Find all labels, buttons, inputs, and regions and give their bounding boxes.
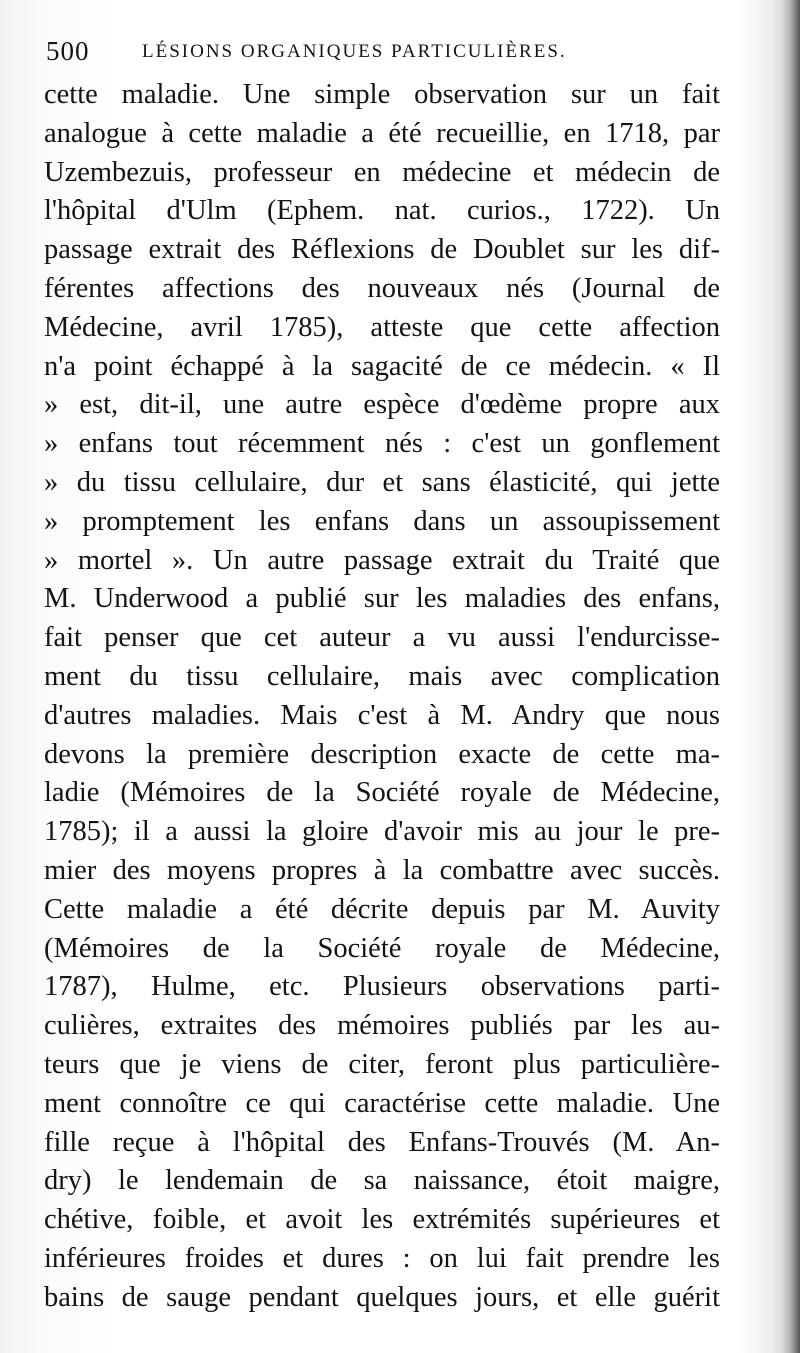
page-number: 500 xyxy=(46,36,90,66)
text-line: chétive, foible, et avoit les extrémités supérieures et xyxy=(44,1204,720,1236)
text-line: M. Underwood a publié sur les maladies des enfans, xyxy=(44,583,720,615)
text-line: inférieures froides et dures : on lui fait prendre les xyxy=(44,1242,720,1274)
text-line: 1785); il a aussi la gloire d'avoir mis au jour le pre- xyxy=(44,816,720,848)
text-line: culières, extraites des mémoires publiés par les au- xyxy=(44,1010,720,1042)
text-line: ment du tissu cellulaire, mais avec complication xyxy=(44,660,720,692)
body-text xyxy=(44,76,720,1318)
text-line: » promptement les enfans dans un assoupissement xyxy=(44,505,720,537)
text-line: passage extrait des Réflexions de Doublet sur les dif- xyxy=(44,234,720,266)
running-head: LÉSIONS ORGANIQUES PARTICULIÈRES. xyxy=(142,41,567,62)
text-line: ladie (Mémoires de la Société royale de Médecine, xyxy=(44,777,720,809)
text-line: » est, dit-il, une autre espèce d'œdème propre aux xyxy=(44,389,720,421)
text-line: l'hôpital d'Ulm (Ephem. nat. curios., 1722). Un xyxy=(44,195,720,227)
text-line: » mortel ». Un autre passage extrait du Traité que xyxy=(44,544,720,576)
text-line: 1787), Hulme, etc. Plusieurs observations parti- xyxy=(44,971,720,1003)
text-line: cette maladie. Une simple observation sur un fait xyxy=(44,79,720,110)
text-line: mier des moyens propres à la combattre avec succès. xyxy=(44,854,720,886)
text-line: Médecine, avril 1785), atteste que cette affection xyxy=(44,311,720,343)
text-line: Uzembezuis, professeur en médecine et médecin de xyxy=(44,156,720,188)
text-line: analogue à cette maladie a été recueillie, en 1718, par xyxy=(44,117,720,149)
text-line: devons la première description exacte de cette ma- xyxy=(44,738,720,770)
text-line: fait penser que cet auteur a vu aussi l'endurcisse- xyxy=(44,622,720,654)
page-edge-shadow xyxy=(782,0,800,1353)
text-line: (Mémoires de la Société royale de Médecine, xyxy=(44,932,720,964)
text-line: d'autres maladies. Mais c'est à M. Andry que nous xyxy=(44,699,720,731)
text-line: teurs que je viens de citer, feront plus particulière- xyxy=(44,1048,720,1080)
text-line: n'a point échappé à la sagacité de ce médecin. « Il xyxy=(44,350,720,382)
text-line: Cette maladie a été décrite depuis par M. Auvity xyxy=(44,893,720,925)
text-line: dry) le lendemain de sa naissance, étoit maigre, xyxy=(44,1165,720,1197)
text-line: » du tissu cellulaire, dur et sans élasticité, qui jette xyxy=(44,466,720,498)
text-line: bains de sauge pendant quelques jours, et elle guérit xyxy=(44,1281,720,1313)
page-header xyxy=(46,36,726,66)
text-line: férentes affections des nouveaux nés (Journal de xyxy=(44,272,720,304)
text-line: fille reçue à l'hôpital des Enfans-Trouvés (M. An- xyxy=(44,1126,720,1158)
text-line: ment connoître ce qui caractérise cette maladie. Une xyxy=(44,1087,720,1119)
text-line: » enfans tout récemment nés : c'est un gonflement xyxy=(44,428,720,460)
